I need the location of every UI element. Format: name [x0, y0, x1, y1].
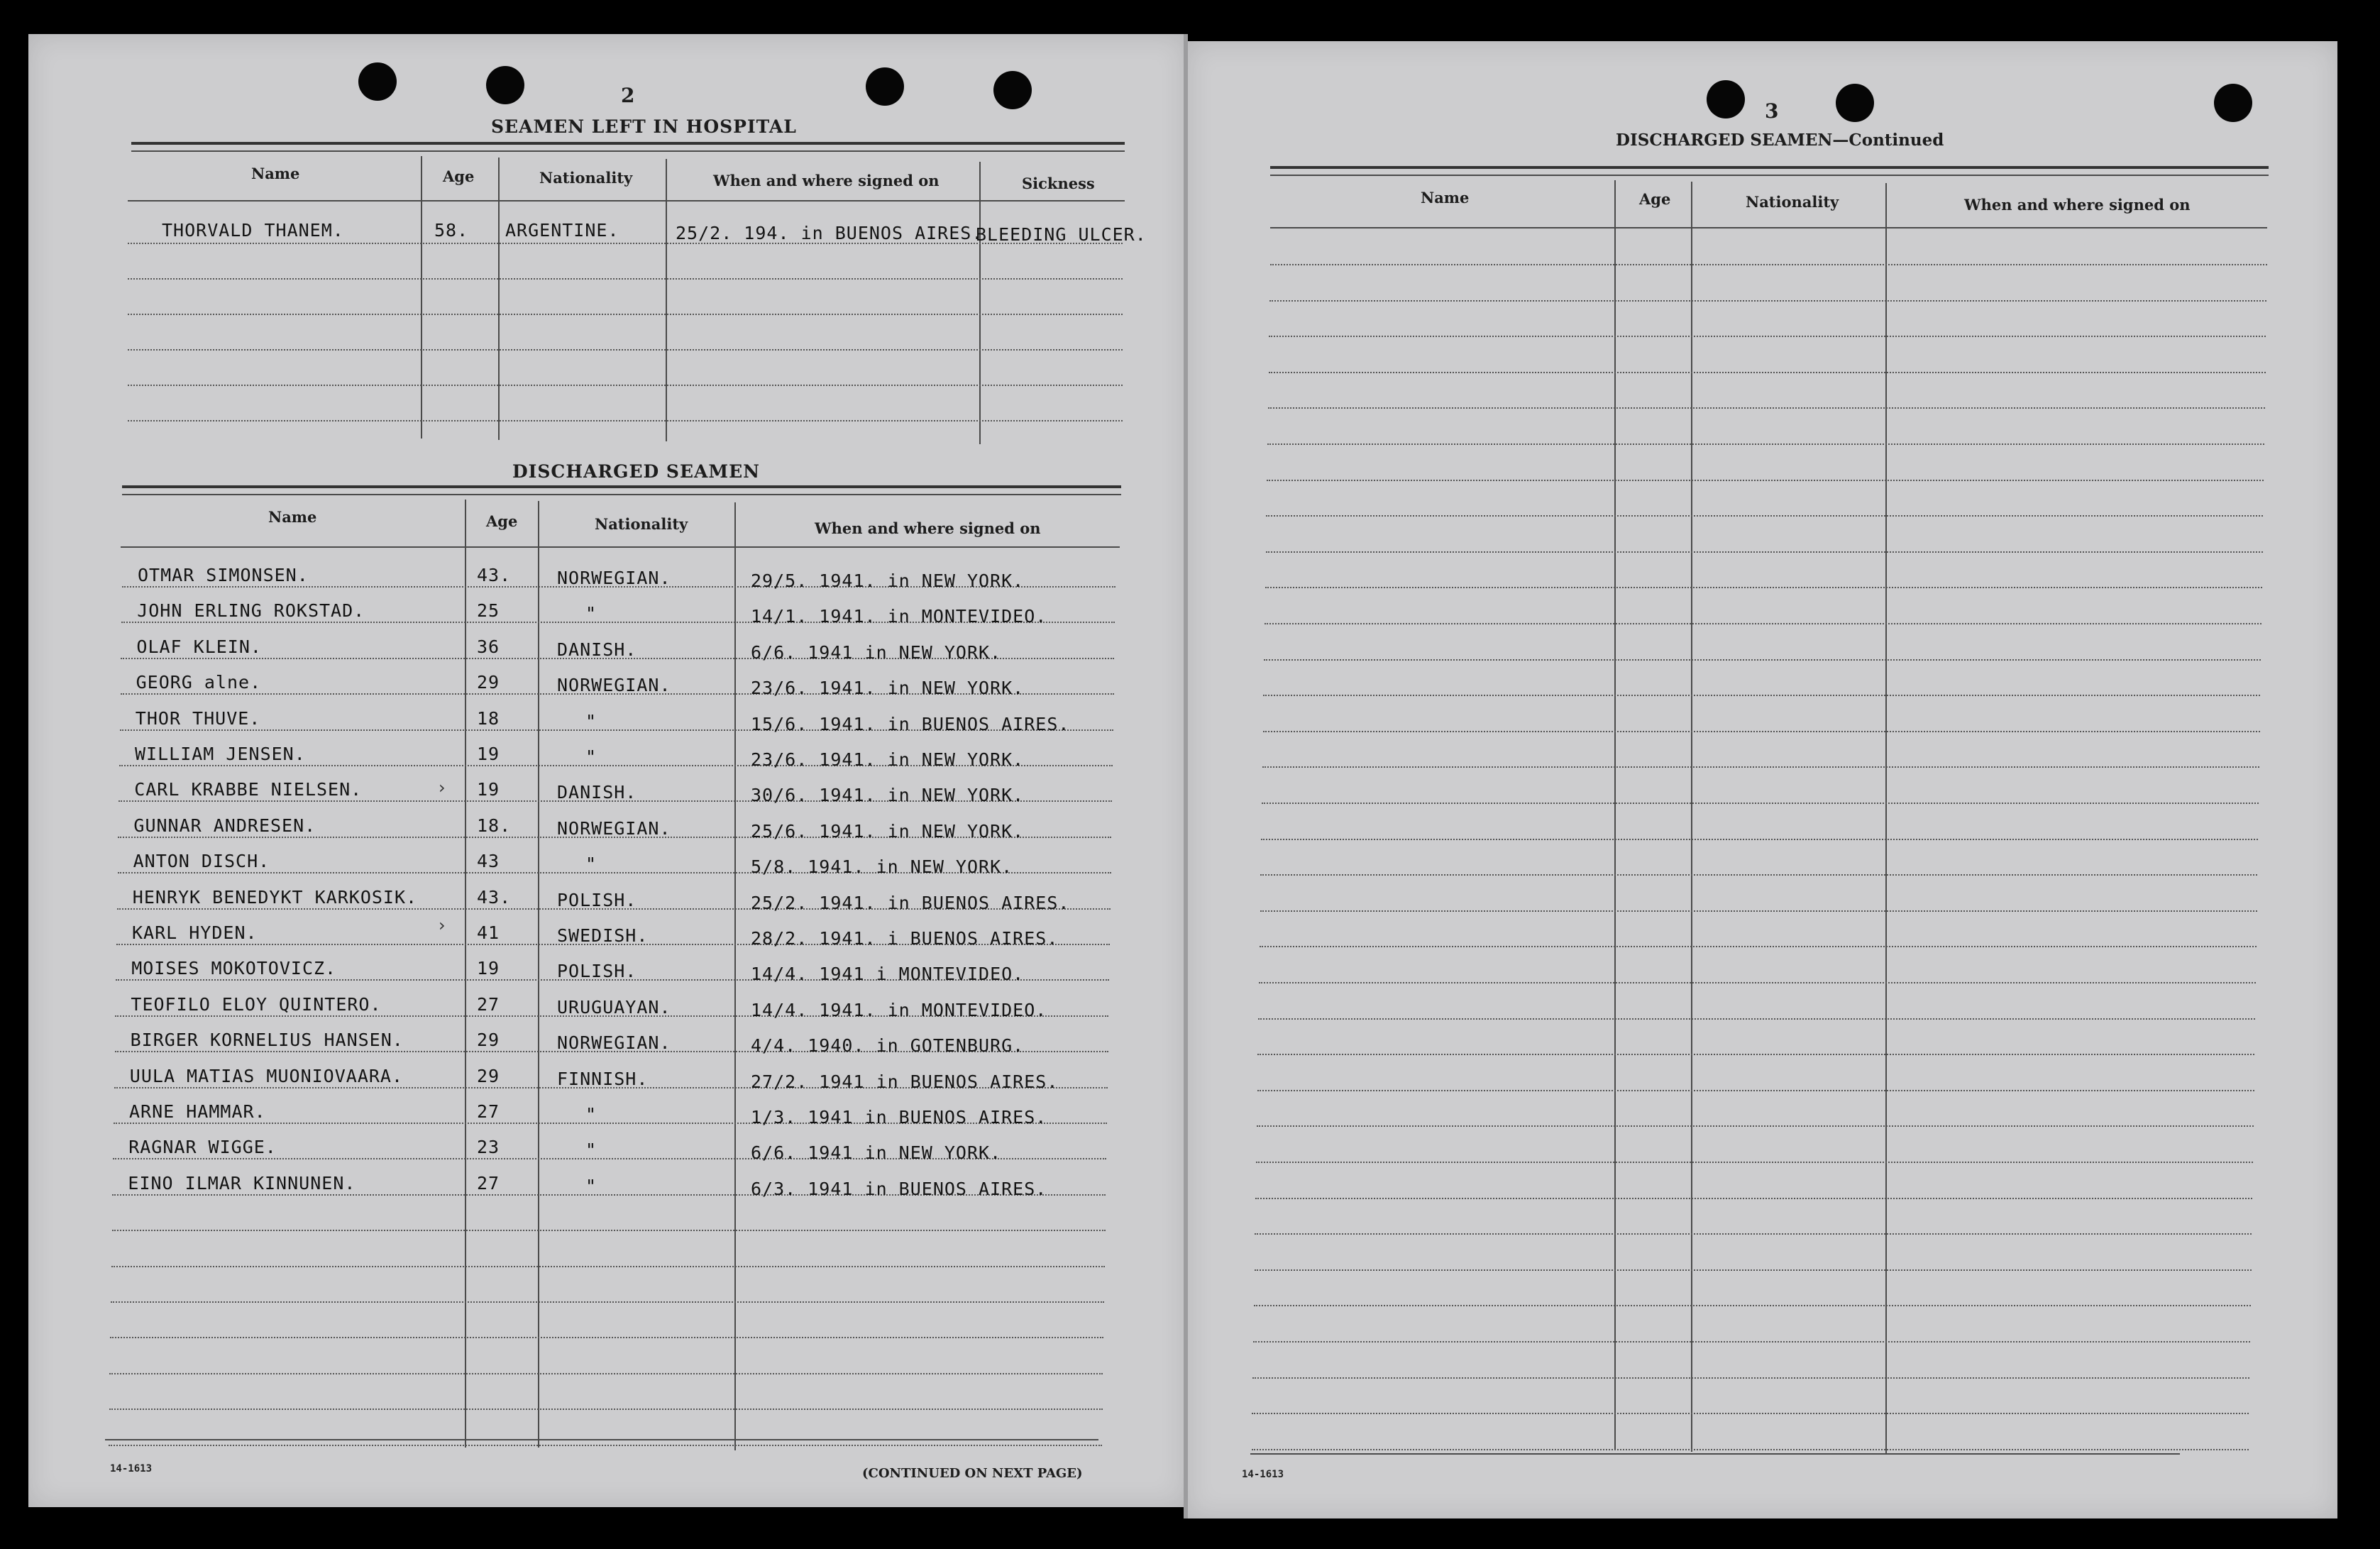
- discharged-cell-age: 27: [477, 1101, 500, 1122]
- right-row-rule: [1260, 874, 2257, 876]
- discharged-cell-nationality: NORWEGIAN.: [557, 568, 671, 588]
- discharged-bottom-rule: [105, 1439, 1098, 1440]
- discharged-cell-age: 43.: [477, 887, 512, 908]
- discharged-cell-signed-on: 14/4. 1941 i MONTEVIDEO.: [751, 964, 1025, 984]
- discharged-cell-name: KARL HYDEN.: [132, 922, 258, 943]
- discharged-cell-name: GUNNAR ANDRESEN.: [133, 815, 316, 836]
- right-row-rule: [1252, 1449, 2249, 1451]
- discharged-cell-signed-on: 14/4. 1941. in MONTEVIDEO.: [751, 1000, 1047, 1020]
- discharged-cell-nationality: ": [585, 603, 597, 624]
- discharged-cell-name: BIRGER KORNELIUS HANSEN.: [130, 1030, 404, 1050]
- discharged-cell-nationality: ": [585, 1140, 597, 1160]
- discharged-cell-name: OTMAR SIMONSEN.: [138, 565, 309, 585]
- left-form-code: 14-1613: [110, 1463, 153, 1474]
- discharged-cell-name: OLAF KLEIN.: [136, 636, 262, 657]
- punch-hole: [1707, 80, 1745, 118]
- discharged-cell-name: HENRYK BENEDYKT KARKOSIK.: [132, 887, 418, 908]
- discharged-cell-age: 36: [477, 636, 500, 657]
- right-row-rule: [1257, 1125, 2254, 1128]
- discharged-row-rule: [111, 1301, 1104, 1303]
- right-row-rule: [1262, 803, 2259, 805]
- discharged-cell-age: 27: [477, 994, 500, 1015]
- discharged-table-top-rule: [122, 494, 1121, 495]
- punch-hole: [486, 66, 524, 104]
- hospital-col-age: Age: [443, 167, 475, 185]
- discharged-cell-nationality: NORWEGIAN.: [557, 818, 671, 839]
- discharged-cell-signed-on: 25/6. 1941. in NEW YORK.: [751, 821, 1025, 842]
- right-page-number: 3: [1765, 99, 1779, 123]
- right-row-rule: [1260, 946, 2257, 948]
- right-row-rule: [1269, 336, 2266, 338]
- discharged-cell-name: EINO ILMAR KINNUNEN.: [128, 1173, 356, 1194]
- discharged-cell-nationality: FINNISH.: [557, 1069, 649, 1089]
- discharged-cell-signed-on: 6/6. 1941 in NEW YORK.: [751, 1142, 1002, 1163]
- hospital-cell-name: THORVALD THANEM.: [162, 220, 344, 241]
- discharged-row-rule: [109, 1373, 1103, 1375]
- discharged-cell-age: 43.: [477, 565, 512, 585]
- left-page: [28, 34, 1186, 1507]
- right-bottom-rule: [1250, 1453, 2180, 1455]
- hospital-cell-age: 58.: [434, 220, 469, 241]
- discharged-cell-nationality: ": [585, 746, 597, 767]
- discharged-row-rule: [112, 1230, 1106, 1232]
- right-row-rule: [1268, 407, 2265, 409]
- discharged-cell-nationality: DANISH.: [557, 782, 637, 803]
- right-row-rule: [1259, 982, 2256, 984]
- right-row-rule: [1258, 1018, 2255, 1020]
- hospital-row-rule: [128, 420, 1123, 422]
- discharged-cell-name: TEOFILO ELOY QUINTERO.: [131, 994, 382, 1015]
- hospital-table-top-rule: [131, 150, 1125, 152]
- punch-hole: [358, 62, 397, 101]
- discharged-cell-nationality: ": [585, 711, 597, 732]
- discharged-cell-age: 23: [477, 1137, 500, 1157]
- discharged-cell-age: 43: [477, 851, 500, 871]
- discharged-cell-age: 19: [477, 779, 500, 800]
- discharged-cell-age: 19: [477, 744, 500, 764]
- right-row-rule: [1263, 695, 2260, 697]
- right-page: [1186, 41, 2337, 1518]
- hospital-table-top-rule: [131, 142, 1125, 145]
- discharged-row-rule: [109, 1445, 1102, 1447]
- hospital-col-name: Name: [251, 165, 300, 182]
- hospital-col-signed-on: When and where signed on: [713, 172, 940, 189]
- page-number: 2: [621, 84, 635, 107]
- discharged-cell-nationality: POLISH.: [557, 961, 637, 981]
- discharged-cell-signed-on: 27/2. 1941 in BUENOS AIRES.: [751, 1071, 1059, 1092]
- right-row-rule: [1262, 766, 2259, 768]
- discharged-cell-signed-on: 23/6. 1941. in NEW YORK.: [751, 749, 1025, 770]
- right-header-rule: [1270, 227, 2267, 228]
- right-row-rule: [1264, 659, 2261, 661]
- hospital-col-divider: [498, 158, 500, 440]
- discharged-cell-name: THOR THUVE.: [135, 708, 261, 729]
- discharged-cell-nationality: NORWEGIAN.: [557, 675, 671, 695]
- right-row-rule: [1263, 731, 2260, 733]
- discharged-cell-age: 29: [477, 672, 500, 693]
- right-row-rule: [1266, 515, 2263, 517]
- hospital-header-rule: [128, 200, 1125, 202]
- discharged-cell-name: GEORG alne.: [136, 672, 262, 693]
- right-table-top-rule: [1270, 175, 2269, 176]
- right-row-rule: [1260, 910, 2257, 913]
- punch-hole: [866, 67, 904, 106]
- discharged-cell-age: 18: [477, 708, 500, 729]
- discharged-cell-signed-on: 5/8. 1941. in NEW YORK.: [751, 856, 1013, 877]
- discharged-row-rule: [111, 1266, 1105, 1268]
- hospital-col-nationality: Nationality: [539, 169, 633, 187]
- discharged-col-nationality: Nationality: [595, 515, 688, 533]
- punch-hole: [993, 71, 1032, 109]
- discharged-cell-signed-on: 1/3. 1941 in BUENOS AIRES.: [751, 1107, 1047, 1128]
- right-row-rule: [1254, 1305, 2251, 1307]
- right-row-rule: [1252, 1377, 2249, 1379]
- right-row-rule: [1267, 480, 2264, 482]
- hospital-cell-sickness: BLEEDING ULCER.: [976, 224, 1147, 245]
- discharged-table-top-rule: [122, 485, 1121, 488]
- discharged-col-divider: [538, 501, 539, 1448]
- discharged-cell-age: 27: [477, 1173, 500, 1194]
- discharged-cell-age: 41: [477, 922, 500, 943]
- right-row-rule: [1265, 587, 2262, 589]
- discharged-cell-name: CARL KRABBE NIELSEN.: [134, 779, 363, 800]
- discharged-row-rule: [109, 1409, 1103, 1411]
- discharged-cell-signed-on: 30/6. 1941. in NEW YORK.: [751, 785, 1025, 805]
- discharged-cell-name: JOHN ERLING ROKSTAD.: [137, 600, 365, 621]
- discharged-cell-age: 29: [477, 1066, 500, 1086]
- right-page-title: DISCHARGED SEAMEN—Continued: [1616, 131, 1944, 150]
- discharged-cell-nationality: ": [585, 854, 597, 874]
- discharged-cell-nationality: NORWEGIAN.: [557, 1032, 671, 1053]
- discharged-cell-signed-on: 25/2. 1941. in BUENOS AIRES.: [751, 893, 1070, 913]
- discharged-cell-name: ARNE HAMMAR.: [129, 1101, 266, 1122]
- hospital-cell-signed-on: 25/2. 194. in BUENOS AIRES.: [676, 223, 984, 243]
- right-form-code: 14-1613: [1242, 1469, 1284, 1480]
- discharged-cell-signed-on: 23/6. 1941. in NEW YORK.: [751, 678, 1025, 698]
- discharged-cell-signed-on: 6/6. 1941 in NEW YORK.: [751, 642, 1002, 663]
- continued-note: (CONTINUED ON NEXT PAGE): [862, 1466, 1083, 1481]
- right-row-rule: [1265, 623, 2261, 625]
- hospital-col-divider: [421, 156, 422, 439]
- discharged-cell-name: WILLIAM JENSEN.: [135, 744, 306, 764]
- discharged-cell-nationality: URUGUAYAN.: [557, 997, 671, 1018]
- discharged-cell-age: 29: [477, 1030, 500, 1050]
- page-fold: [1184, 34, 1188, 1518]
- right-row-rule: [1252, 1413, 2249, 1415]
- discharged-cell-nationality: POLISH.: [557, 890, 637, 910]
- discharged-col-signed-on: When and where signed on: [815, 519, 1041, 537]
- discharged-header-rule: [121, 546, 1120, 548]
- discharged-cell-nationality: SWEDISH.: [557, 925, 649, 946]
- right-row-rule: [1267, 443, 2264, 446]
- right-row-rule: [1255, 1233, 2252, 1235]
- discharged-cell-signed-on: 14/1. 1941. in MONTEVIDEO.: [751, 606, 1047, 627]
- discharged-col-age: Age: [486, 512, 518, 530]
- hospital-col-divider: [666, 159, 667, 441]
- discharged-cell-age: 19: [477, 958, 500, 979]
- discharged-cell-signed-on: 29/5. 1941. in NEW YORK.: [751, 570, 1025, 591]
- discharged-cell-age: 18.: [477, 815, 512, 836]
- discharged-col-divider: [734, 502, 736, 1450]
- discharged-cell-signed-on: 28/2. 1941. i BUENOS AIRES.: [751, 928, 1059, 949]
- right-row-rule: [1266, 551, 2263, 553]
- punch-hole: [2214, 84, 2252, 122]
- right-table-top-rule: [1270, 166, 2269, 169]
- discharged-cell-signed-on: 4/4. 1940. in GOTENBURG.: [751, 1035, 1025, 1056]
- discharged-col-divider: [465, 500, 466, 1448]
- hospital-row-rule: [128, 314, 1123, 316]
- punch-hole: [1836, 84, 1874, 122]
- discharged-cell-name: RAGNAR WIGGE.: [128, 1137, 277, 1157]
- right-row-rule: [1255, 1198, 2252, 1200]
- right-row-rule: [1257, 1090, 2254, 1092]
- tick-mark: ›: [439, 778, 446, 798]
- hospital-row-rule: [128, 349, 1123, 351]
- hospital-row-rule: [128, 278, 1123, 280]
- hospital-section-title: SEAMEN LEFT IN HOSPITAL: [491, 116, 797, 137]
- hospital-col-divider: [979, 162, 981, 444]
- discharged-cell-signed-on: 15/6. 1941. in BUENOS AIRES.: [751, 714, 1070, 734]
- right-col-divider: [1614, 180, 1616, 1450]
- right-row-rule: [1261, 839, 2258, 841]
- right-row-rule: [1270, 264, 2267, 266]
- discharged-section-title: DISCHARGED SEAMEN: [512, 461, 760, 482]
- discharged-cell-name: ANTON DISCH.: [133, 851, 270, 871]
- right-col-signed-on: When and where signed on: [1964, 196, 2191, 214]
- right-col-age: Age: [1639, 190, 1671, 208]
- tick-mark: ›: [439, 915, 446, 935]
- discharged-col-name: Name: [268, 508, 317, 526]
- discharged-cell-name: UULA MATIAS MUONIOVAARA.: [129, 1066, 404, 1086]
- discharged-row-rule: [110, 1337, 1103, 1339]
- hospital-col-sickness: Sickness: [1022, 175, 1095, 192]
- discharged-cell-age: 25: [477, 600, 500, 621]
- right-row-rule: [1256, 1162, 2253, 1164]
- right-col-name: Name: [1421, 189, 1470, 206]
- right-row-rule: [1269, 372, 2266, 374]
- right-col-nationality: Nationality: [1746, 193, 1839, 211]
- hospital-row-rule: [128, 385, 1123, 387]
- discharged-cell-name: MOISES MOKOTOVICZ.: [131, 958, 337, 979]
- discharged-cell-signed-on: 6/3. 1941 in BUENOS AIRES.: [751, 1179, 1047, 1199]
- discharged-cell-nationality: ": [585, 1104, 597, 1125]
- right-row-rule: [1255, 1269, 2252, 1272]
- discharged-cell-nationality: ": [585, 1176, 597, 1196]
- right-row-rule: [1257, 1054, 2254, 1056]
- right-row-rule: [1253, 1341, 2250, 1343]
- discharged-cell-nationality: DANISH.: [557, 639, 637, 660]
- hospital-cell-nationality: ARGENTINE.: [505, 220, 619, 241]
- right-row-rule: [1269, 300, 2266, 302]
